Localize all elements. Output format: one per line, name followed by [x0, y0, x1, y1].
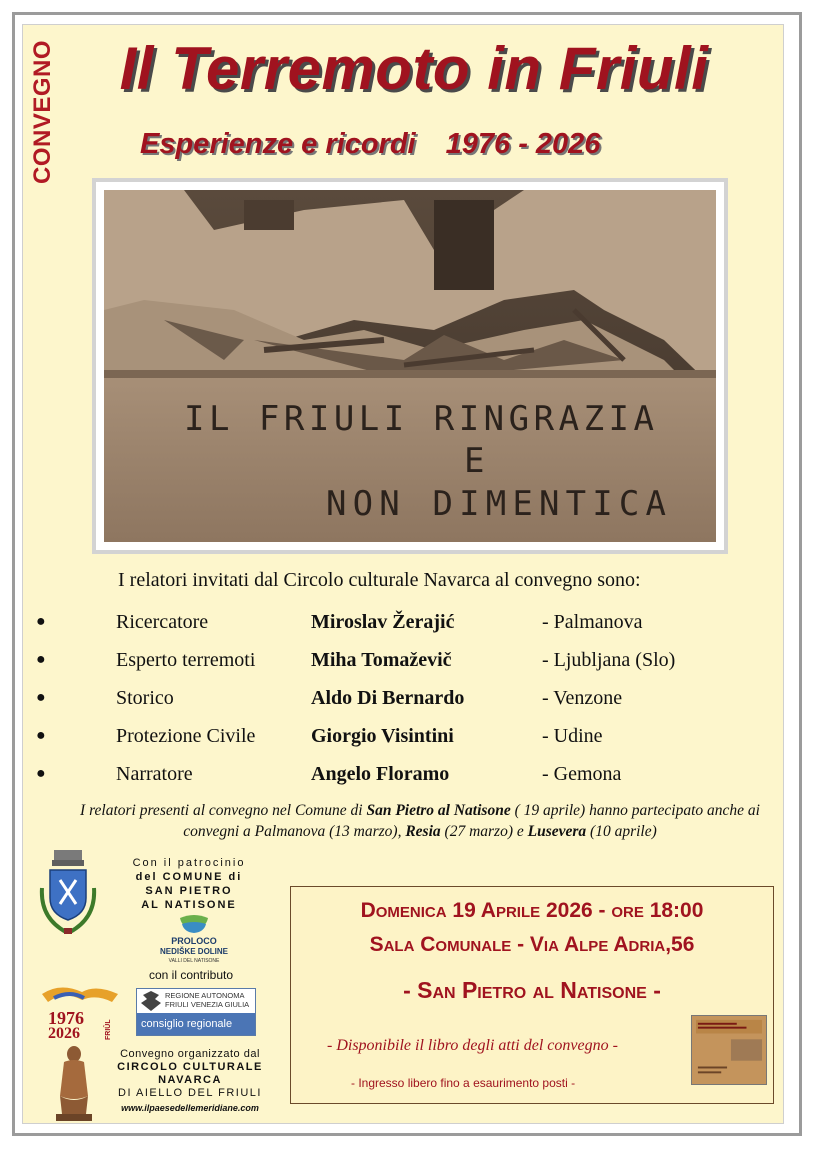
regione-council-label: consiglio regionale: [137, 1013, 255, 1035]
speaker-place: - Udine: [542, 725, 603, 747]
note-text: ( 19 aprile) hanno partecipato anche ai convegni a Palmanova (13 marzo),: [183, 802, 760, 840]
statue-icon: [50, 1044, 98, 1122]
photo-frame: [92, 178, 728, 554]
regione-logo: [136, 988, 256, 1036]
speaker-place: - Venzone: [542, 687, 623, 709]
speaker-name: Aldo Di Bernardo: [311, 687, 465, 709]
speaker-name: Angelo Floramo: [311, 763, 450, 785]
speaker-row: [36, 722, 736, 760]
speaker-row: [36, 684, 736, 722]
note-highlight: Lusevera: [527, 823, 587, 840]
logo-side-text: FRIÛL: [105, 1019, 112, 1040]
regione-line: FRIULI VENEZIA GIULIA: [165, 1000, 250, 1009]
patronage-line: SAN PIETRO: [145, 885, 233, 897]
poster-title: Il Terremoto in Friuli: [119, 35, 709, 102]
speakers-note: [60, 800, 780, 842]
note-text: (27 marzo) e: [440, 823, 528, 840]
speaker-list: [36, 608, 736, 798]
speaker-row: [36, 760, 736, 798]
note-text: (10 aprile): [586, 823, 657, 840]
speaker-name: Miha Tomaževič: [311, 649, 452, 671]
bullet-icon: ●: [36, 651, 46, 668]
speaker-role: Ricercatore: [116, 611, 209, 633]
proloco-line: NEDIŠKE DOLINE: [160, 947, 228, 956]
logo-1976-2026: [40, 980, 120, 1042]
bullet-icon: ●: [36, 689, 46, 706]
event-location: - San Pietro al Natisone -: [403, 977, 661, 1003]
event-date: Domenica 19 Aprile 2026 - ore 18:00: [360, 899, 704, 922]
organizer-line: CIRCOLO CULTURALE: [117, 1061, 263, 1073]
proloco-logo: [160, 914, 228, 966]
note-highlight: San Pietro al Natisone: [366, 802, 511, 819]
side-label: CONVEGNO: [29, 39, 56, 185]
patronage-text: [114, 856, 264, 912]
patronage-line: Con il patrocinio: [132, 857, 246, 869]
speaker-name: Giorgio Visintini: [311, 725, 454, 747]
patronage-line: AL NATISONE: [141, 899, 237, 911]
regione-text: [165, 991, 249, 1009]
speaker-place: - Ljubljana (Slo): [542, 649, 676, 671]
photo-text-line1: IL FRIULI RINGRAZIA: [184, 399, 654, 439]
contribution-label: con il contributo: [148, 968, 234, 982]
speaker-role: Esperto terremoti: [116, 649, 256, 671]
photo-text-line3: NON DIMENTICA: [326, 484, 666, 524]
bullet-icon: ●: [36, 613, 46, 630]
note-highlight: Resia: [405, 823, 441, 840]
speaker-row: [36, 646, 736, 684]
logo-year-top: 1976: [48, 1008, 84, 1028]
regione-line: REGIONE AUTONOMA: [165, 991, 245, 1000]
subtitle-text: Esperienze e ricordi: [140, 128, 416, 160]
bullet-icon: ●: [36, 765, 46, 782]
patronage-line: del COMUNE di: [135, 871, 243, 883]
earthquake-photo: [104, 190, 716, 542]
bullet-icon: ●: [36, 727, 46, 744]
speaker-name: Miroslav Žerajić: [311, 611, 455, 633]
proloco-line: VALLI DEL NATISONE: [168, 958, 220, 964]
speaker-role: Protezione Civile: [116, 725, 256, 747]
organizer-text: [100, 1048, 280, 1100]
subtitle-years: 1976 - 2026: [445, 128, 601, 160]
speaker-role: Storico: [116, 687, 174, 709]
event-book-note: - Disponibile il libro degli atti del convegno -: [327, 1037, 618, 1054]
speaker-row: [36, 608, 736, 646]
organizer-line: DI AIELLO DEL FRIULI: [118, 1087, 262, 1099]
note-text: I relatori presenti al convegno nel Comune di: [80, 802, 367, 819]
event-entry-note: - Ingresso libero fino a esaurimento posti -: [351, 1076, 576, 1090]
speaker-place: - Palmanova: [542, 611, 643, 633]
book-cover-thumbnail: [691, 1015, 767, 1085]
speaker-place: - Gemona: [542, 763, 622, 785]
event-info-box: [290, 886, 774, 1104]
poster-subtitle: [140, 128, 700, 161]
website-link[interactable]: www.ilpaesedellemeridiane.com: [121, 1103, 259, 1113]
photo-text-line2: E: [464, 441, 485, 481]
speaker-role: Narratore: [116, 763, 193, 785]
organizer-line: Convegno organizzato dal: [120, 1048, 260, 1060]
event-venue: Sala Comunale - Via Alpe Adria,56: [369, 933, 695, 956]
logo-year-bottom: 2026: [48, 1025, 80, 1042]
municipality-crest-icon: [36, 848, 100, 936]
proloco-line: PROLOCO: [171, 936, 217, 946]
intro-text: I relatori invitati dal Circolo culturale Navarca al convegno sono:: [118, 569, 641, 591]
organizer-line: NAVARCA: [158, 1074, 222, 1086]
